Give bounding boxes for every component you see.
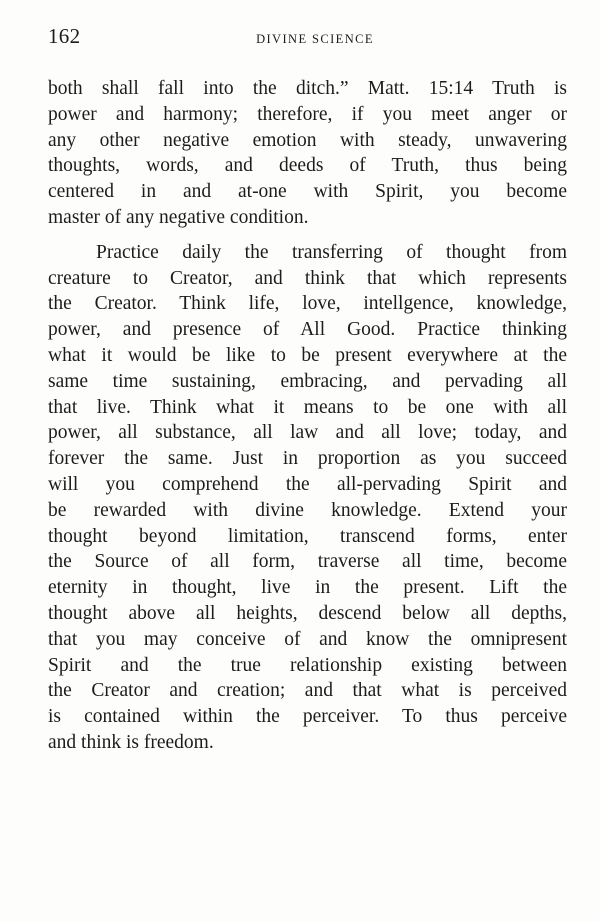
text-line: be rewarded with divine knowledge. Extend your [48,499,567,521]
text-line: creature to Creator, and think that which represents [48,267,567,289]
text-line: Practice daily the transferring of thought from [96,241,567,263]
text-line: master of any negative condition. [48,206,309,228]
text-line: any other negative emotion with steady, unwavering [48,129,567,151]
text-line: is contained within the perceiver. To thus perceive [48,706,567,728]
running-head: DIVINE SCIENCE [256,32,374,46]
text-line: that you may conceive of and know the omnipresent [48,628,567,650]
text-line: power, all substance, all law and all love; today, and [48,422,567,444]
paragraph-2 [48,240,567,756]
text-line: that live. Think what it means to be one with all [48,396,567,418]
text-line: centered in and at-one with Spirit, you become [48,181,567,203]
text-line: and think is freedom. [48,731,214,753]
text-line: will you comprehend the all-pervading Spirit and [48,473,567,495]
text-line: thought above all heights, descend below all depths, [48,602,567,624]
text-line: thoughts, words, and deeds of Truth, thus being [48,155,567,177]
page-header [48,24,562,50]
text-line: power and harmony; therefore, if you meet anger or [48,103,567,125]
text-line: thought beyond limitation, transcend forms, enter [48,525,567,547]
paragraph-1 [48,76,567,231]
text-line: what it would be like to be present everywhere at the [48,344,567,366]
text-line: Spirit and the true relationship existing between [48,654,567,676]
page-number: 162 [48,24,81,48]
body-text [48,76,567,756]
text-line: the Creator and creation; and that what is perceived [48,680,567,702]
text-line: both shall fall into the ditch.” Matt. 15:14 Truth is [48,78,567,99]
text-line: power, and presence of All Good. Practice thinking [48,319,567,341]
text-line: forever the same. Just in proportion as you succeed [48,448,567,470]
text-line: the Source of all form, traverse all time, become [48,551,567,573]
text-line: eternity in thought, live in the present. Lift the [48,577,567,599]
text-line: same time sustaining, embracing, and pervading all [48,370,567,392]
text-line: the Creator. Think life, love, intellgence, knowledge, [48,293,567,315]
